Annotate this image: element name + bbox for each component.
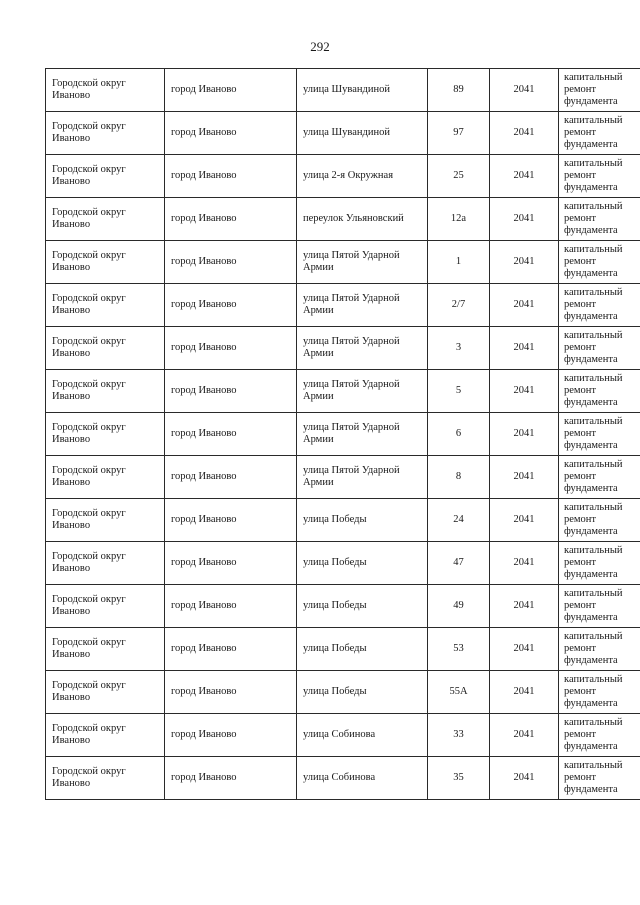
municipal-district-cell-text: Городской округ Иваново [52,422,126,445]
work-type-line: капитальный [564,545,623,556]
work-type-line: ремонт [564,729,597,740]
work-type-cell [559,714,640,757]
city-cell-text: город Иваново [171,428,237,439]
city-cell-text: город Иваново [171,643,237,654]
house-number-cell-text: 89 [453,84,464,95]
street-cell [297,198,428,241]
city-cell [165,542,297,585]
city-cell-text: город Иваново [171,600,237,611]
street-cell-text: улица Пятой Ударной Армии [303,465,400,488]
work-type-cell [559,456,640,499]
city-cell [165,499,297,542]
house-number-cell-text: 5 [455,385,462,396]
work-type-line: фундамента [564,612,618,623]
planned-year-cell [490,628,559,671]
city-cell-text: город Иваново [171,299,237,310]
work-type-line: ремонт [564,342,597,353]
planned-year-cell [490,413,559,456]
planned-year-cell [490,714,559,757]
planned-year-cell-text: 2041 [513,729,535,740]
street-cell [297,628,428,671]
table-row [46,542,640,585]
city-cell [165,757,297,800]
municipal-district-cell [46,327,165,370]
street-cell-text: улица Пятой Ударной Армии [303,293,400,316]
municipal-district-cell [46,413,165,456]
municipal-district-cell [46,198,165,241]
work-type-cell [559,69,640,112]
street-cell [297,585,428,628]
street-cell [297,112,428,155]
work-type-line: капитальный [564,72,623,83]
municipal-district-cell-text: Городской округ Иваново [52,121,126,144]
municipal-district-cell [46,155,165,198]
house-number-cell-text: 49 [453,600,464,611]
planned-year-cell [490,69,559,112]
municipal-district-cell-text: Городской округ Иваново [52,508,126,531]
city-cell [165,671,297,714]
house-number-cell-text: 33 [453,729,464,740]
street-cell-text: улица Победы [303,557,367,568]
house-number-cell [428,585,490,628]
work-type-line: капитальный [564,459,623,470]
city-cell-text: город Иваново [171,213,237,224]
housing-registry-table [45,68,640,800]
planned-year-cell [490,155,559,198]
municipal-district-cell-text: Городской округ Иваново [52,293,126,316]
table-row [46,499,640,542]
street-cell-text: улица Собинова [303,772,376,783]
city-cell-text: город Иваново [171,127,237,138]
work-type-line: капитальный [564,115,623,126]
street-cell [297,327,428,370]
work-type-line: капитальный [564,631,623,642]
city-cell-text: город Иваново [171,772,237,783]
planned-year-cell-text: 2041 [513,643,535,654]
municipal-district-cell-text: Городской округ Иваново [52,723,126,746]
street-cell [297,671,428,714]
planned-year-cell-text: 2041 [513,385,535,396]
house-number-cell [428,671,490,714]
work-type-line: капитальный [564,244,623,255]
house-number-cell-text: 1 [455,256,462,267]
municipal-district-cell [46,456,165,499]
work-type-line: фундамента [564,483,618,494]
planned-year-cell [490,370,559,413]
city-cell [165,69,297,112]
work-type-line: фундамента [564,569,618,580]
city-cell [165,241,297,284]
planned-year-cell-text: 2041 [513,772,535,783]
table-row [46,155,640,198]
municipal-district-cell [46,714,165,757]
street-cell-text: улица Пятой Ударной Армии [303,379,400,402]
planned-year-cell [490,198,559,241]
planned-year-cell-text: 2041 [513,557,535,568]
house-number-cell [428,499,490,542]
municipal-district-cell-text: Городской округ Иваново [52,78,126,101]
street-cell-text: переулок Ульяновский [303,213,404,224]
house-number-cell-text: 8 [455,471,462,482]
planned-year-cell [490,284,559,327]
planned-year-cell-text: 2041 [513,600,535,611]
work-type-line: ремонт [564,428,597,439]
city-cell [165,155,297,198]
work-type-line: капитальный [564,158,623,169]
work-type-line: капитальный [564,717,623,728]
municipal-district-cell-text: Городской округ Иваново [52,250,126,273]
city-cell-text: город Иваново [171,686,237,697]
city-cell [165,112,297,155]
planned-year-cell-text: 2041 [513,342,535,353]
street-cell-text: улица Пятой Ударной Армии [303,422,400,445]
house-number-cell-text: 97 [453,127,464,138]
work-type-line: ремонт [564,127,597,138]
municipal-district-cell [46,69,165,112]
work-type-line: фундамента [564,440,618,451]
house-number-cell-text: 12а [450,213,467,224]
table-row [46,585,640,628]
work-type-line: фундамента [564,139,618,150]
house-number-cell-text: 25 [453,170,464,181]
work-type-cell [559,327,640,370]
work-type-line: фундамента [564,397,618,408]
work-type-cell [559,112,640,155]
house-number-cell [428,112,490,155]
house-number-cell-text: 35 [453,772,464,783]
municipal-district-cell [46,671,165,714]
city-cell-text: город Иваново [171,385,237,396]
planned-year-cell-text: 2041 [513,213,535,224]
work-type-line: ремонт [564,84,597,95]
planned-year-cell-text: 2041 [513,471,535,482]
house-number-cell [428,198,490,241]
house-number-cell [428,155,490,198]
work-type-line: фундамента [564,526,618,537]
municipal-district-cell-text: Городской округ Иваново [52,164,126,187]
table-row [46,671,640,714]
municipal-district-cell-text: Городской округ Иваново [52,551,126,574]
municipal-district-cell-text: Городской округ Иваново [52,207,126,230]
house-number-cell-text: 55А [449,686,468,697]
street-cell [297,241,428,284]
street-cell-text: улица 2-я Окружная [303,170,394,181]
street-cell [297,499,428,542]
planned-year-cell-text: 2041 [513,686,535,697]
house-number-cell [428,327,490,370]
street-cell-text: улица Победы [303,514,367,525]
work-type-cell [559,499,640,542]
work-type-line: капитальный [564,674,623,685]
registry-table-body [46,69,640,800]
work-type-line: фундамента [564,268,618,279]
table-row [46,69,640,112]
work-type-cell [559,284,640,327]
work-type-line: капитальный [564,760,623,771]
house-number-cell [428,542,490,585]
street-cell-text: улица Победы [303,643,367,654]
work-type-line: ремонт [564,299,597,310]
municipal-district-cell [46,370,165,413]
work-type-line: фундамента [564,741,618,752]
house-number-cell [428,241,490,284]
city-cell [165,456,297,499]
house-number-cell-text: 3 [455,342,462,353]
work-type-cell [559,198,640,241]
planned-year-cell-text: 2041 [513,428,535,439]
municipal-district-cell-text: Городской округ Иваново [52,465,126,488]
work-type-line: ремонт [564,256,597,267]
work-type-line: ремонт [564,686,597,697]
municipal-district-cell [46,542,165,585]
table-row [46,198,640,241]
city-cell-text: город Иваново [171,84,237,95]
planned-year-cell [490,757,559,800]
planned-year-cell-text: 2041 [513,84,535,95]
planned-year-cell-text: 2041 [513,170,535,181]
work-type-line: ремонт [564,557,597,568]
municipal-district-cell [46,112,165,155]
street-cell [297,542,428,585]
work-type-line: ремонт [564,643,597,654]
table-row [46,714,640,757]
city-cell-text: город Иваново [171,729,237,740]
table-row [46,628,640,671]
house-number-cell-text: 53 [453,643,464,654]
work-type-line: ремонт [564,385,597,396]
table-row [46,757,640,800]
house-number-cell [428,284,490,327]
work-type-cell [559,413,640,456]
street-cell [297,456,428,499]
municipal-district-cell [46,628,165,671]
house-number-cell-text: 6 [455,428,462,439]
work-type-cell [559,241,640,284]
house-number-cell-text: 24 [453,514,464,525]
city-cell-text: город Иваново [171,256,237,267]
municipal-district-cell [46,241,165,284]
table-row [46,327,640,370]
municipal-district-cell-text: Городской округ Иваново [52,680,126,703]
city-cell [165,714,297,757]
work-type-line: ремонт [564,471,597,482]
street-cell [297,757,428,800]
planned-year-cell [490,499,559,542]
municipal-district-cell [46,585,165,628]
city-cell [165,327,297,370]
street-cell [297,714,428,757]
municipal-district-cell-text: Городской округ Иваново [52,379,126,402]
house-number-cell [428,714,490,757]
work-type-line: фундамента [564,354,618,365]
street-cell-text: улица Пятой Ударной Армии [303,250,400,273]
work-type-line: капитальный [564,416,623,427]
municipal-district-cell-text: Городской округ Иваново [52,336,126,359]
work-type-line: капитальный [564,373,623,384]
city-cell [165,370,297,413]
street-cell-text: улица Шувандиной [303,127,390,138]
planned-year-cell [490,327,559,370]
table-row [46,112,640,155]
city-cell [165,198,297,241]
planned-year-cell [490,542,559,585]
work-type-line: капитальный [564,287,623,298]
work-type-cell [559,757,640,800]
work-type-line: ремонт [564,772,597,783]
street-cell-text: улица Победы [303,686,367,697]
street-cell-text: улица Пятой Ударной Армии [303,336,400,359]
house-number-cell-text: 47 [453,557,464,568]
street-cell [297,69,428,112]
table-row [46,284,640,327]
municipal-district-cell [46,757,165,800]
work-type-cell [559,671,640,714]
street-cell [297,413,428,456]
work-type-line: ремонт [564,170,597,181]
street-cell [297,370,428,413]
municipal-district-cell [46,499,165,542]
municipal-district-cell-text: Городской округ Иваново [52,766,126,789]
work-type-line: фундамента [564,311,618,322]
page-number: 292 [310,39,330,54]
table-row [46,241,640,284]
work-type-line: капитальный [564,502,623,513]
table-row [46,413,640,456]
municipal-district-cell-text: Городской округ Иваново [52,637,126,660]
house-number-cell [428,69,490,112]
house-number-cell [428,413,490,456]
work-type-line: капитальный [564,330,623,341]
work-type-cell [559,542,640,585]
work-type-cell [559,628,640,671]
work-type-line: фундамента [564,96,618,107]
work-type-line: фундамента [564,182,618,193]
work-type-line: фундамента [564,655,618,666]
municipal-district-cell [46,284,165,327]
planned-year-cell [490,241,559,284]
planned-year-cell-text: 2041 [513,256,535,267]
city-cell [165,628,297,671]
work-type-line: ремонт [564,600,597,611]
work-type-line: ремонт [564,213,597,224]
house-number-cell [428,757,490,800]
planned-year-cell [490,112,559,155]
planned-year-cell [490,671,559,714]
planned-year-cell [490,456,559,499]
table-row [46,456,640,499]
table-row [46,370,640,413]
work-type-line: ремонт [564,514,597,525]
planned-year-cell [490,585,559,628]
planned-year-cell-text: 2041 [513,514,535,525]
work-type-line: фундамента [564,698,618,709]
work-type-cell [559,585,640,628]
city-cell [165,413,297,456]
city-cell [165,585,297,628]
work-type-line: капитальный [564,201,623,212]
house-number-cell-text: 2/7 [451,299,466,310]
street-cell [297,155,428,198]
work-type-line: фундамента [564,225,618,236]
street-cell [297,284,428,327]
planned-year-cell-text: 2041 [513,127,535,138]
work-type-cell [559,370,640,413]
city-cell-text: город Иваново [171,170,237,181]
street-cell-text: улица Шувандиной [303,84,390,95]
work-type-line: капитальный [564,588,623,599]
municipal-district-cell-text: Городской округ Иваново [52,594,126,617]
work-type-cell [559,155,640,198]
house-number-cell [428,628,490,671]
city-cell [165,284,297,327]
city-cell-text: город Иваново [171,557,237,568]
street-cell-text: улица Победы [303,600,367,611]
city-cell-text: город Иваново [171,342,237,353]
house-number-cell [428,370,490,413]
city-cell-text: город Иваново [171,471,237,482]
house-number-cell [428,456,490,499]
street-cell-text: улица Собинова [303,729,376,740]
planned-year-cell-text: 2041 [513,299,535,310]
city-cell-text: город Иваново [171,514,237,525]
work-type-line: фундамента [564,784,618,795]
